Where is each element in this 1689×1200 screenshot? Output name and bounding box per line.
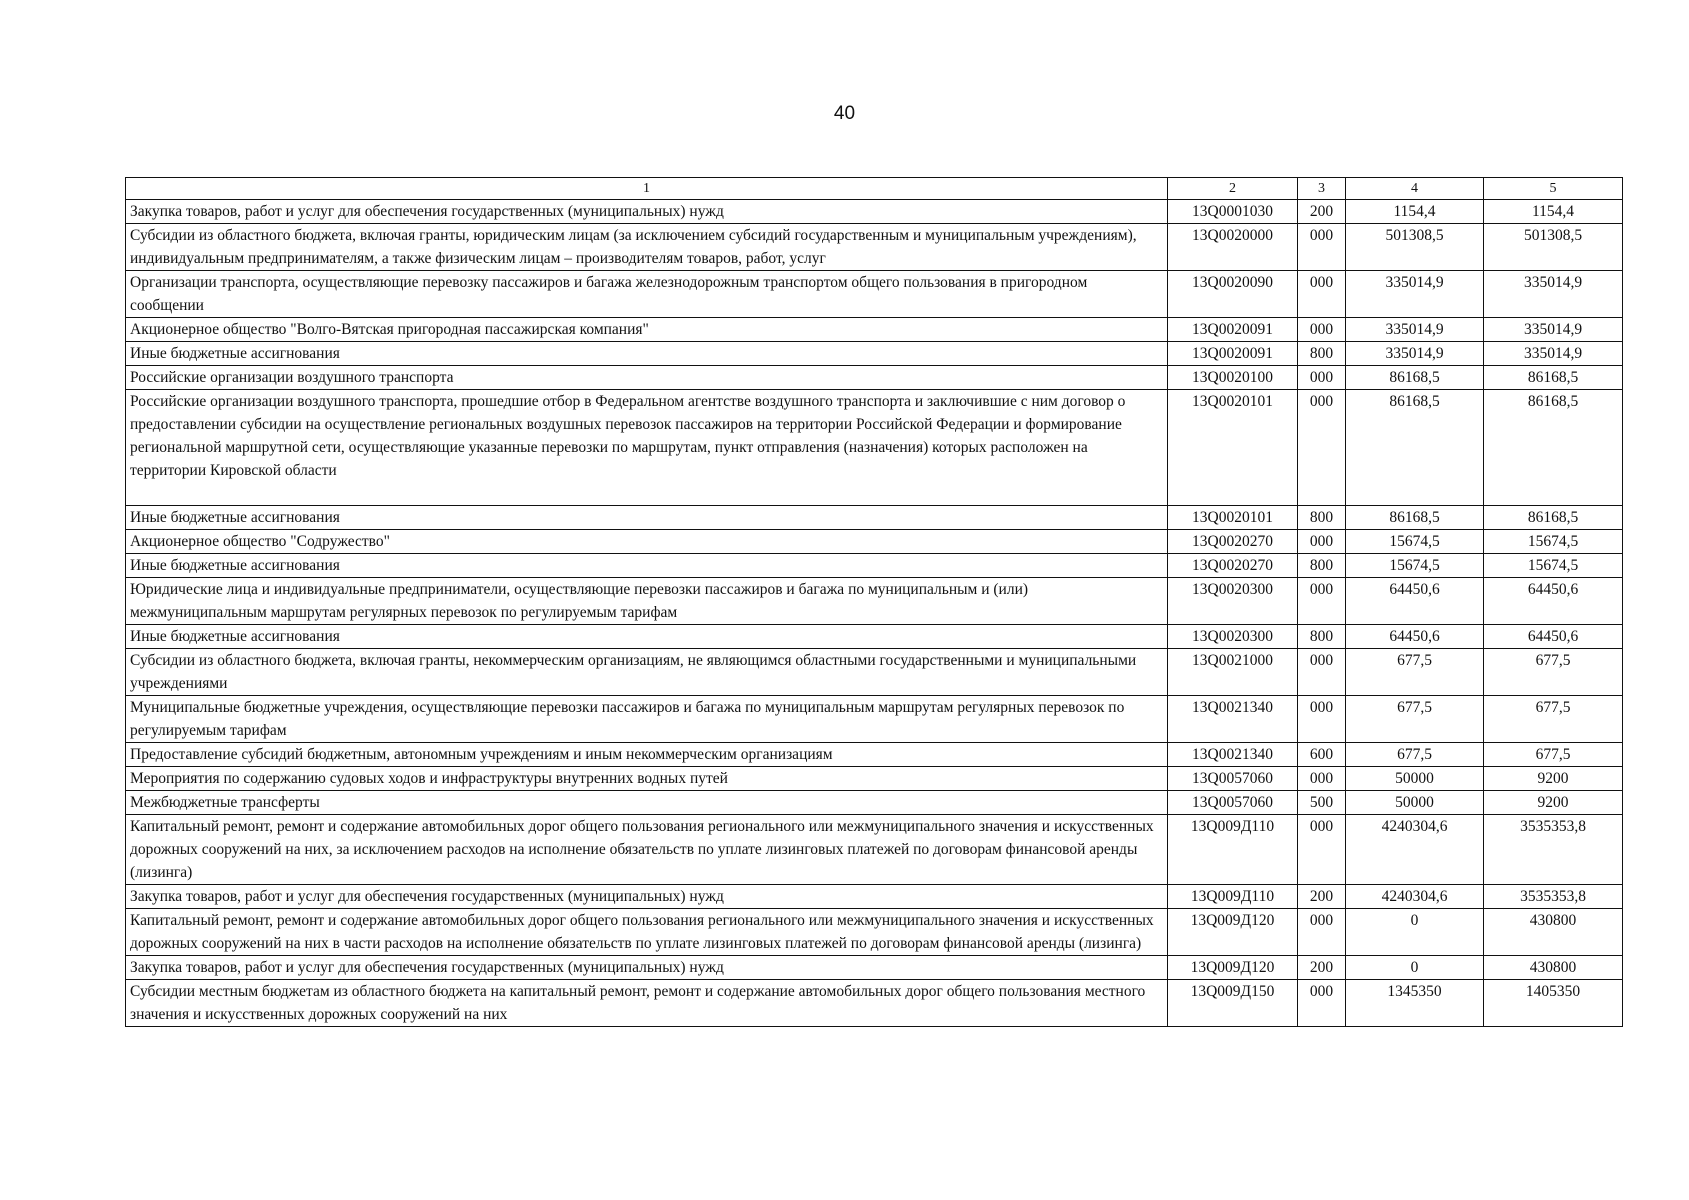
table-row bbox=[126, 909, 1623, 956]
row-value-col4: 15674,5 bbox=[1346, 530, 1484, 554]
row-name: Капитальный ремонт, ремонт и содержание автомобильных дорог общего пользования регионального или межмуниципального значения и искусственных дорожных сооружений на них в части расходов на исполнение обязательств по уплате лизинговых платежей по договорам финансовой аренды (лизинга) bbox=[126, 909, 1168, 956]
row-expense-type: 600 bbox=[1298, 743, 1346, 767]
row-value-col4: 1345350 bbox=[1346, 980, 1484, 1027]
table-row bbox=[126, 649, 1623, 696]
row-expense-type: 000 bbox=[1298, 578, 1346, 625]
table-row bbox=[126, 578, 1623, 625]
row-value-col4: 0 bbox=[1346, 956, 1484, 980]
header-col-2: 2 bbox=[1168, 178, 1298, 200]
row-value-col5: 677,5 bbox=[1484, 696, 1623, 743]
row-name: Закупка товаров, работ и услуг для обеспечения государственных (муниципальных) нужд bbox=[126, 956, 1168, 980]
row-value-col5: 430800 bbox=[1484, 909, 1623, 956]
page-number: 40 bbox=[833, 103, 856, 124]
row-name: Мероприятия по содержанию судовых ходов и инфраструктуры внутренних водных путей bbox=[126, 767, 1168, 791]
table-row bbox=[126, 224, 1623, 271]
row-expense-type: 000 bbox=[1298, 980, 1346, 1027]
table-row bbox=[126, 696, 1623, 743]
row-name: Субсидии из областного бюджета, включая гранты, некоммерческим организациям, не являющимся областными государственными и муниципальными учреждениями bbox=[126, 649, 1168, 696]
row-code: 13Q0020101 bbox=[1168, 506, 1298, 530]
table-row bbox=[126, 625, 1623, 649]
row-name: Акционерное общество "Содружество" bbox=[126, 530, 1168, 554]
row-code: 13Q0021340 bbox=[1168, 743, 1298, 767]
row-value-col5: 3535353,8 bbox=[1484, 815, 1623, 885]
row-code: 13Q009Д110 bbox=[1168, 815, 1298, 885]
row-expense-type: 000 bbox=[1298, 271, 1346, 318]
table-row bbox=[126, 956, 1623, 980]
header-row bbox=[126, 178, 1623, 200]
row-code: 13Q009Д150 bbox=[1168, 980, 1298, 1027]
row-expense-type: 500 bbox=[1298, 791, 1346, 815]
row-name: Юридические лица и индивидуальные предприниматели, осуществляющие перевозки пассажиров и багажа по муниципальным и (или) межмуниципальным маршрутам регулярных перевозок по регулируемым тарифам bbox=[126, 578, 1168, 625]
row-expense-type: 000 bbox=[1298, 318, 1346, 342]
header-col-4: 4 bbox=[1346, 178, 1484, 200]
row-code: 13Q0020090 bbox=[1168, 271, 1298, 318]
table-row bbox=[126, 980, 1623, 1027]
row-value-col4: 1154,4 bbox=[1346, 200, 1484, 224]
row-code: 13Q0021340 bbox=[1168, 696, 1298, 743]
row-value-col5: 15674,5 bbox=[1484, 554, 1623, 578]
row-value-col4: 86168,5 bbox=[1346, 506, 1484, 530]
row-value-col5: 1154,4 bbox=[1484, 200, 1623, 224]
row-value-col4: 50000 bbox=[1346, 791, 1484, 815]
row-value-col5: 335014,9 bbox=[1484, 342, 1623, 366]
header-col-5: 5 bbox=[1484, 178, 1623, 200]
row-name: Организации транспорта, осуществляющие перевозку пассажиров и багажа железнодорожным транспортом общего пользования в пригородном сообщении bbox=[126, 271, 1168, 318]
row-code: 13Q0020101 bbox=[1168, 390, 1298, 506]
row-name: Российские организации воздушного транспорта, прошедшие отбор в Федеральном агентстве воздушного транспорта и заключившие с ним договор о предоставлении субсидии на осуществление региональных воздушных перевозок пассажиров на территории Российской Федерации и формирование региональной маршрутной сети, осуществляющие указанные перевозки по маршрутам, пункт отправления (назначения) которых расположен на территории Кировской области bbox=[126, 390, 1168, 506]
row-code: 13Q0020100 bbox=[1168, 366, 1298, 390]
table-row bbox=[126, 506, 1623, 530]
row-value-col4: 677,5 bbox=[1346, 696, 1484, 743]
row-name: Иные бюджетные ассигнования bbox=[126, 554, 1168, 578]
row-name: Субсидии местным бюджетам из областного бюджета на капитальный ремонт, ремонт и содержание автомобильных дорог общего пользования местного значения и искусственных дорожных сооружений на них bbox=[126, 980, 1168, 1027]
row-value-col4: 677,5 bbox=[1346, 649, 1484, 696]
row-code: 13Q0020270 bbox=[1168, 530, 1298, 554]
row-value-col4: 64450,6 bbox=[1346, 625, 1484, 649]
row-value-col4: 86168,5 bbox=[1346, 366, 1484, 390]
row-value-col4: 50000 bbox=[1346, 767, 1484, 791]
row-value-col4: 335014,9 bbox=[1346, 271, 1484, 318]
row-value-col4: 335014,9 bbox=[1346, 318, 1484, 342]
row-value-col5: 86168,5 bbox=[1484, 506, 1623, 530]
row-expense-type: 200 bbox=[1298, 885, 1346, 909]
row-name: Иные бюджетные ассигнования bbox=[126, 342, 1168, 366]
row-code: 13Q009Д120 bbox=[1168, 956, 1298, 980]
header-col-3: 3 bbox=[1298, 178, 1346, 200]
row-value-col5: 64450,6 bbox=[1484, 625, 1623, 649]
row-name: Капитальный ремонт, ремонт и содержание автомобильных дорог общего пользования регионального или межмуниципального значения и искусственных дорожных сооружений на них, за исключением расходов на исполнение обязательств по уплате лизинговых платежей по договорам финансовой аренды (лизинга) bbox=[126, 815, 1168, 885]
row-expense-type: 200 bbox=[1298, 200, 1346, 224]
table-row bbox=[126, 885, 1623, 909]
row-value-col5: 1405350 bbox=[1484, 980, 1623, 1027]
row-value-col5: 9200 bbox=[1484, 767, 1623, 791]
row-code: 13Q0020300 bbox=[1168, 625, 1298, 649]
row-expense-type: 000 bbox=[1298, 390, 1346, 506]
row-name: Муниципальные бюджетные учреждения, осуществляющие перевозки пассажиров и багажа по муниципальным маршрутам регулярных перевозок по регулируемым тарифам bbox=[126, 696, 1168, 743]
header-col-1: 1 bbox=[126, 178, 1168, 200]
row-name: Субсидии из областного бюджета, включая гранты, юридическим лицам (за исключением субсидий государственным и муниципальным учреждениям), индивидуальным предпринимателям, а также физическим лицам – производителям товаров, работ, услуг bbox=[126, 224, 1168, 271]
row-code: 13Q0057060 bbox=[1168, 767, 1298, 791]
row-value-col5: 430800 bbox=[1484, 956, 1623, 980]
row-value-col5: 335014,9 bbox=[1484, 318, 1623, 342]
row-value-col5: 64450,6 bbox=[1484, 578, 1623, 625]
row-value-col5: 9200 bbox=[1484, 791, 1623, 815]
row-name: Закупка товаров, работ и услуг для обеспечения государственных (муниципальных) нужд bbox=[126, 885, 1168, 909]
row-code: 13Q0020091 bbox=[1168, 318, 1298, 342]
table-row bbox=[126, 390, 1623, 506]
table-row bbox=[126, 366, 1623, 390]
row-code: 13Q0001030 bbox=[1168, 200, 1298, 224]
row-value-col4: 64450,6 bbox=[1346, 578, 1484, 625]
row-expense-type: 000 bbox=[1298, 815, 1346, 885]
row-expense-type: 000 bbox=[1298, 366, 1346, 390]
row-expense-type: 000 bbox=[1298, 224, 1346, 271]
row-expense-type: 800 bbox=[1298, 342, 1346, 366]
budget-table bbox=[125, 177, 1623, 1027]
table-row bbox=[126, 743, 1623, 767]
row-expense-type: 000 bbox=[1298, 530, 1346, 554]
row-expense-type: 000 bbox=[1298, 767, 1346, 791]
table-body bbox=[126, 200, 1623, 1027]
row-code: 13Q009Д110 bbox=[1168, 885, 1298, 909]
table-row bbox=[126, 791, 1623, 815]
row-code: 13Q0021000 bbox=[1168, 649, 1298, 696]
row-expense-type: 800 bbox=[1298, 506, 1346, 530]
row-name: Иные бюджетные ассигнования bbox=[126, 625, 1168, 649]
row-expense-type: 800 bbox=[1298, 625, 1346, 649]
row-expense-type: 800 bbox=[1298, 554, 1346, 578]
row-code: 13Q0020091 bbox=[1168, 342, 1298, 366]
row-value-col4: 4240304,6 bbox=[1346, 885, 1484, 909]
row-code: 13Q0020000 bbox=[1168, 224, 1298, 271]
row-name: Иные бюджетные ассигнования bbox=[126, 506, 1168, 530]
row-value-col5: 677,5 bbox=[1484, 743, 1623, 767]
row-value-col5: 15674,5 bbox=[1484, 530, 1623, 554]
row-name: Акционерное общество "Волго-Вятская пригородная пассажирская компания" bbox=[126, 318, 1168, 342]
row-value-col4: 15674,5 bbox=[1346, 554, 1484, 578]
row-code: 13Q0057060 bbox=[1168, 791, 1298, 815]
row-value-col4: 677,5 bbox=[1346, 743, 1484, 767]
row-value-col4: 0 bbox=[1346, 909, 1484, 956]
table-row bbox=[126, 767, 1623, 791]
table-row bbox=[126, 815, 1623, 885]
row-name: Межбюджетные трансферты bbox=[126, 791, 1168, 815]
row-name: Закупка товаров, работ и услуг для обеспечения государственных (муниципальных) нужд bbox=[126, 200, 1168, 224]
row-value-col5: 501308,5 bbox=[1484, 224, 1623, 271]
row-value-col4: 86168,5 bbox=[1346, 390, 1484, 506]
table-row bbox=[126, 342, 1623, 366]
row-expense-type: 000 bbox=[1298, 649, 1346, 696]
row-value-col5: 86168,5 bbox=[1484, 366, 1623, 390]
table-row bbox=[126, 271, 1623, 318]
row-value-col4: 335014,9 bbox=[1346, 342, 1484, 366]
row-value-col5: 677,5 bbox=[1484, 649, 1623, 696]
row-code: 13Q009Д120 bbox=[1168, 909, 1298, 956]
row-value-col5: 335014,9 bbox=[1484, 271, 1623, 318]
row-expense-type: 200 bbox=[1298, 956, 1346, 980]
row-value-col5: 86168,5 bbox=[1484, 390, 1623, 506]
table-row bbox=[126, 318, 1623, 342]
row-expense-type: 000 bbox=[1298, 696, 1346, 743]
row-name: Предоставление субсидий бюджетным, автономным учреждениям и иным некоммерческим организациям bbox=[126, 743, 1168, 767]
row-value-col4: 4240304,6 bbox=[1346, 815, 1484, 885]
row-code: 13Q0020270 bbox=[1168, 554, 1298, 578]
row-value-col5: 3535353,8 bbox=[1484, 885, 1623, 909]
table-row bbox=[126, 200, 1623, 224]
row-value-col4: 501308,5 bbox=[1346, 224, 1484, 271]
row-name: Российские организации воздушного транспорта bbox=[126, 366, 1168, 390]
row-code: 13Q0020300 bbox=[1168, 578, 1298, 625]
table-row bbox=[126, 554, 1623, 578]
table-row bbox=[126, 530, 1623, 554]
row-expense-type: 000 bbox=[1298, 909, 1346, 956]
